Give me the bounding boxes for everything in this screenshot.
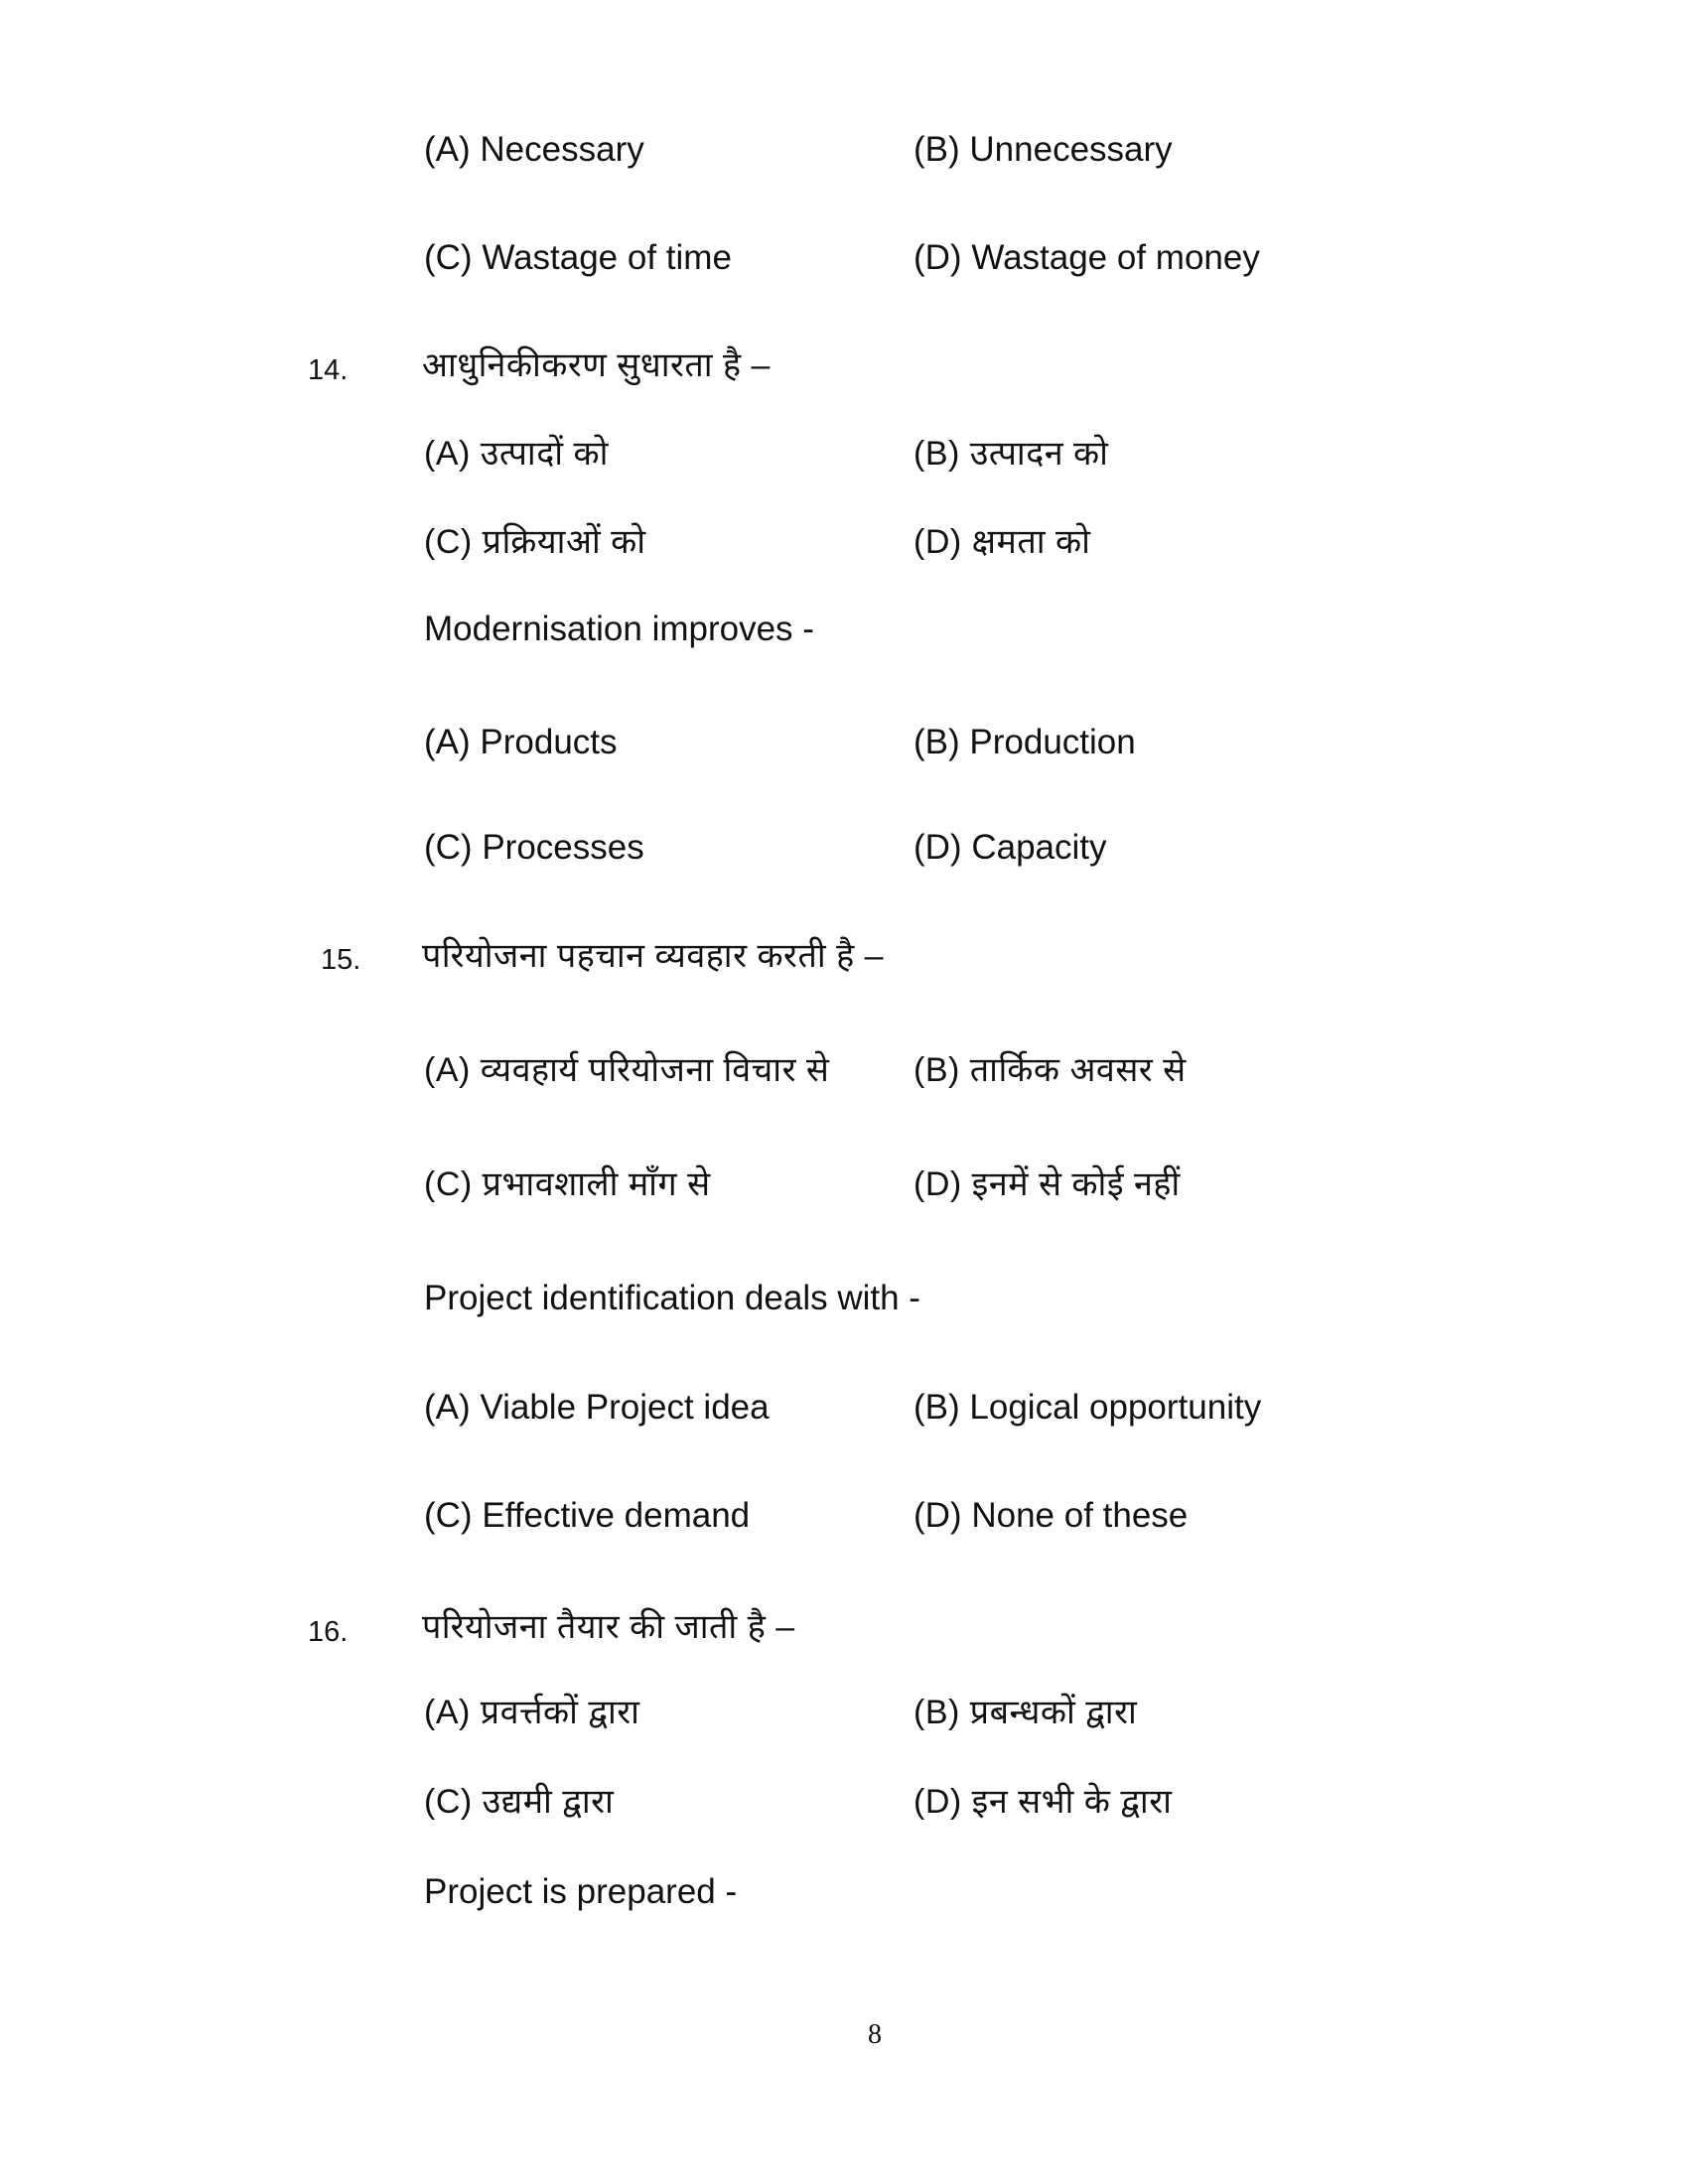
q13-option-d xyxy=(914,240,1260,275)
option-text: उत्पादों को xyxy=(480,435,609,473)
option-text: Necessary xyxy=(480,130,644,169)
q16-hindi-option-b xyxy=(914,1696,1137,1730)
option-label: (A) xyxy=(424,1051,471,1089)
q14-hindi-option-d xyxy=(914,525,1090,560)
option-text: प्रक्रियाओं को xyxy=(482,523,646,561)
option-text: इनमें से कोई नहीं xyxy=(971,1165,1181,1203)
q14-hindi-option-a xyxy=(424,437,609,472)
option-text: Effective demand xyxy=(482,1496,751,1535)
q14-english-option-a xyxy=(424,725,618,759)
option-text: Unnecessary xyxy=(969,130,1173,169)
q15-english-option-a xyxy=(424,1390,770,1425)
option-text: Wastage of money xyxy=(971,238,1260,277)
q15-hindi-option-c xyxy=(424,1167,711,1202)
q14-english-option-b xyxy=(914,725,1136,759)
option-label: (B) xyxy=(914,130,960,169)
option-text: प्रबन्धकों द्वारा xyxy=(969,1694,1138,1731)
q14-hindi-option-c xyxy=(424,525,646,560)
option-text: प्रवर्त्तकों द्वारा xyxy=(480,1694,640,1731)
option-label: (D) xyxy=(914,523,962,561)
question-number-14: 14. xyxy=(308,354,349,386)
option-text: Production xyxy=(969,723,1136,761)
option-label: (A) xyxy=(424,130,471,169)
option-text: Capacity xyxy=(971,828,1107,867)
option-text: इन सभी के द्वारा xyxy=(971,1783,1173,1821)
q14-english-option-d xyxy=(914,830,1107,865)
page-number: 8 xyxy=(868,2019,882,2050)
option-text: क्षमता को xyxy=(971,523,1091,561)
option-label: (D) xyxy=(914,1165,962,1203)
option-label: (C) xyxy=(424,1496,473,1535)
q16-hindi-question: परियोजना तैयार की जाती है – xyxy=(422,1608,795,1646)
option-label: (D) xyxy=(914,1783,962,1821)
q15-hindi-option-d xyxy=(914,1167,1181,1202)
option-label: (C) xyxy=(424,1783,473,1821)
option-text: Viable Project idea xyxy=(480,1388,770,1427)
q14-hindi-option-b xyxy=(914,437,1108,472)
q15-english-option-d xyxy=(914,1498,1188,1533)
option-label: (B) xyxy=(914,1388,960,1427)
q13-option-c xyxy=(424,240,732,275)
option-text: Wastage of time xyxy=(482,238,732,277)
q16-hindi-option-d xyxy=(914,1785,1172,1820)
option-label: (A) xyxy=(424,723,471,761)
q15-hindi-option-b xyxy=(914,1053,1187,1088)
option-text: Products xyxy=(480,723,618,761)
question-number-16: 16. xyxy=(308,1616,349,1648)
option-label: (D) xyxy=(914,828,962,867)
option-label: (B) xyxy=(914,723,960,761)
q13-option-a xyxy=(424,132,644,167)
q16-hindi-option-a xyxy=(424,1696,639,1730)
option-text: प्रभावशाली माँग से xyxy=(482,1165,711,1203)
option-label: (B) xyxy=(914,1694,960,1731)
q15-hindi-option-a xyxy=(424,1053,829,1088)
option-label: (D) xyxy=(914,238,962,277)
q15-english-option-b xyxy=(914,1390,1261,1425)
option-label: (C) xyxy=(424,523,473,561)
q14-english-question: Modernisation improves - xyxy=(424,610,814,648)
q14-english-option-c xyxy=(424,830,644,865)
option-text: Processes xyxy=(482,828,644,867)
option-label: (D) xyxy=(914,1496,962,1535)
q15-english-option-c xyxy=(424,1498,750,1533)
q13-option-b xyxy=(914,132,1173,167)
option-label: (C) xyxy=(424,1165,473,1203)
q14-hindi-question: आधुनिकीकरण सुधारता है – xyxy=(422,346,771,384)
option-label: (C) xyxy=(424,828,473,867)
question-number-15: 15. xyxy=(321,944,361,976)
option-label: (A) xyxy=(424,1388,471,1427)
option-label: (B) xyxy=(914,435,960,473)
option-text: None of these xyxy=(971,1496,1189,1535)
q15-english-question: Project identification deals with - xyxy=(424,1279,920,1317)
q16-hindi-option-c xyxy=(424,1785,614,1820)
option-text: तार्किक अवसर से xyxy=(969,1051,1187,1089)
q15-hindi-question: परियोजना पहचान व्यवहार करती है – xyxy=(422,937,885,975)
option-text: व्यवहार्य परियोजना विचार से xyxy=(480,1051,830,1089)
option-text: उत्पादन को xyxy=(969,435,1109,473)
option-label: (B) xyxy=(914,1051,960,1089)
option-text: Logical opportunity xyxy=(969,1388,1262,1427)
option-label: (A) xyxy=(424,435,471,473)
option-label: (C) xyxy=(424,238,473,277)
option-text: उद्यमी द्वारा xyxy=(482,1783,615,1821)
option-label: (A) xyxy=(424,1694,471,1731)
q16-english-question: Project is prepared - xyxy=(424,1872,738,1911)
